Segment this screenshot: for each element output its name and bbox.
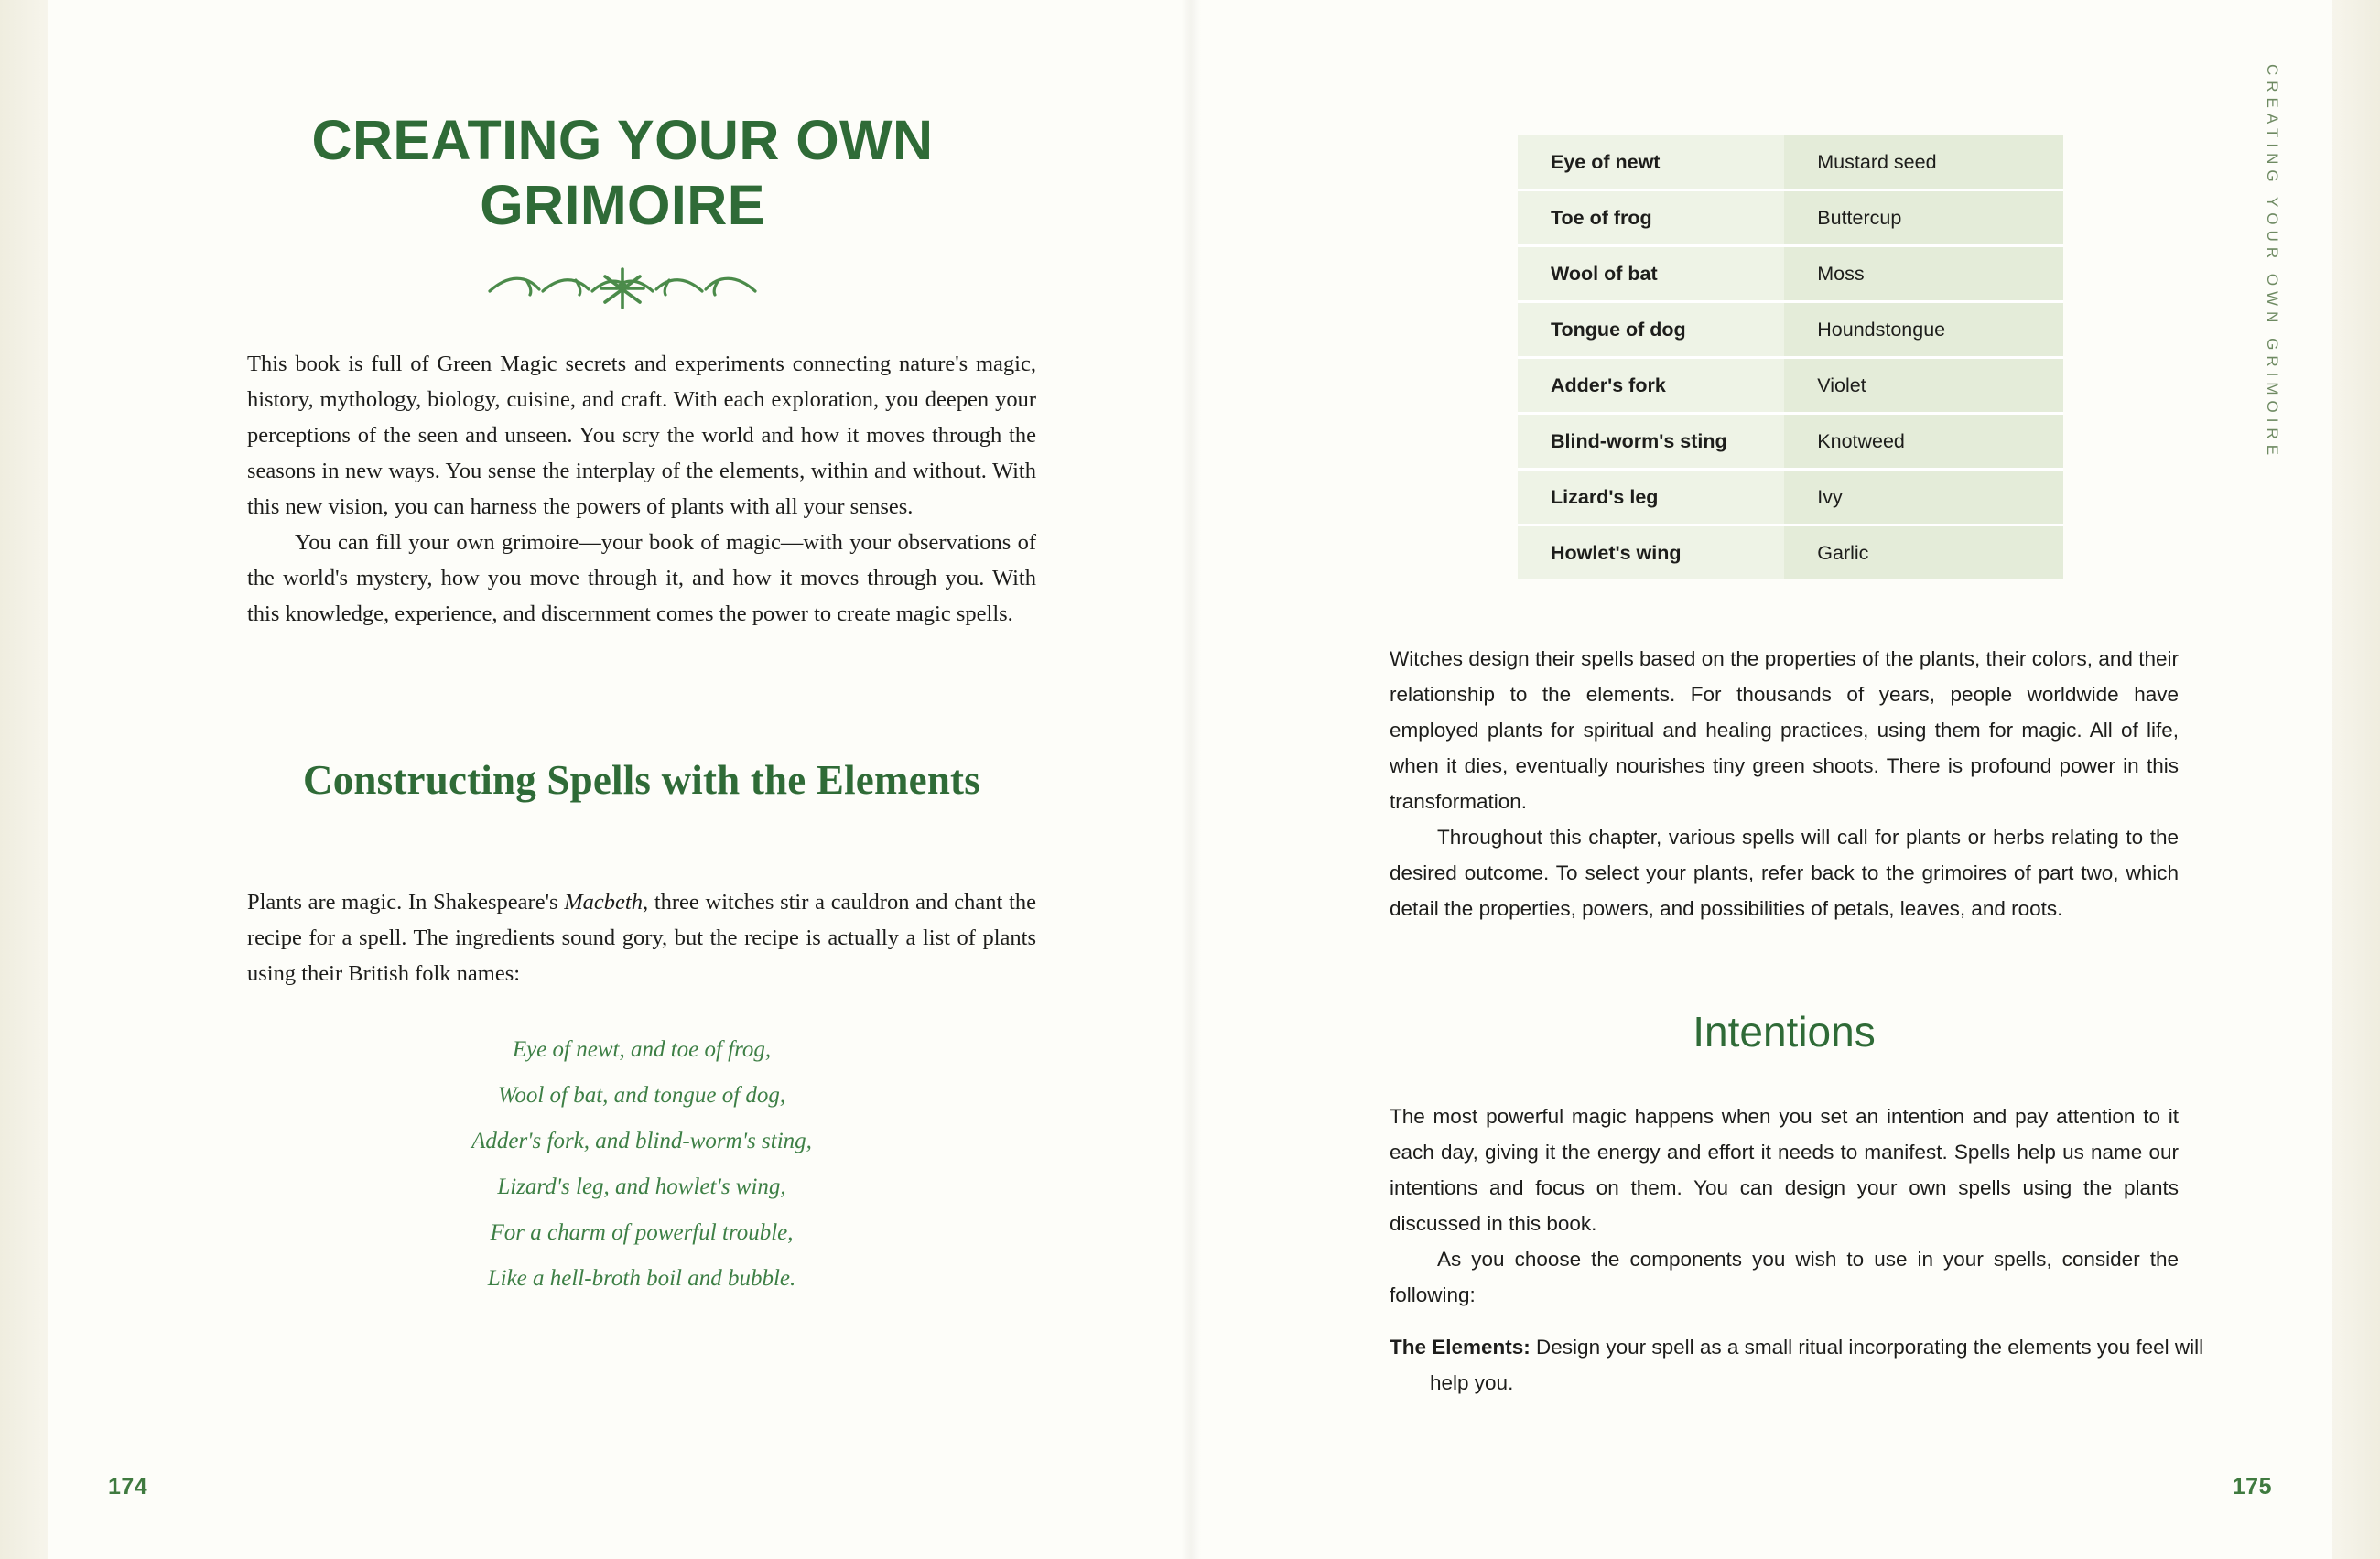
verse-line: Lizard's leg, and howlet's wing, <box>497 1175 786 1199</box>
page-number-right: 175 <box>2232 1474 2272 1499</box>
cell-plant: Houndstongue <box>1784 302 2063 358</box>
cell-plant: Violet <box>1784 358 2063 414</box>
intentions-text-block <box>1390 1099 2179 1313</box>
cell-plant: Buttercup <box>1784 190 2063 246</box>
section-heading-constructing-spells: Constructing Spells with the Elements <box>303 757 980 803</box>
table-row <box>1518 525 2063 580</box>
cell-plant: Moss <box>1784 246 2063 302</box>
running-head: CREATING YOUR OWN GRIMOIRE <box>2264 64 2281 461</box>
paragraph: This book is full of Green Magic secrets and experiments connecting nature's magic, history, mythology, biology, cuisine, and craft. With each exploration, you deepen your perceptions of the seen and unseen. You scry the world and how it moves through the seasons in new ways. You sense the interplay of the elements, within and without. With this new vision, you can harness the powers of plants with all your senses. <box>247 352 1036 519</box>
verse-line: Eye of newt, and toe of frog, <box>512 1037 772 1062</box>
paragraph: As you choose the components you wish to use in your spells, consider the following: <box>1390 1248 2179 1306</box>
page-number-left: 174 <box>108 1474 148 1499</box>
verse-line: Adder's fork, and blind-worm's sting, <box>471 1129 812 1153</box>
cell-folk-name: Eye of newt <box>1518 135 1784 190</box>
page-edge-left <box>0 0 49 1559</box>
verse-block <box>247 1027 1036 1302</box>
verse-line: Like a hell-broth boil and bubble. <box>487 1266 796 1291</box>
left-page <box>48 0 1190 1559</box>
table-row <box>1518 246 2063 302</box>
table-row <box>1518 135 2063 190</box>
paragraph: The most powerful magic happens when you set an intention and pay attention to it each day, giving it the energy and effort it needs to manifest. Spells help us name our intentions and focus on them. You can design your own spells using the plants discussed in this book. <box>1390 1105 2179 1235</box>
cell-plant: Garlic <box>1784 525 2063 580</box>
folk-name-plant-table <box>1518 135 2063 579</box>
cell-plant: Knotweed <box>1784 414 2063 470</box>
paragraph: Plants are magic. In Shakespeare's Macbeth, three witches stir a cauldron and chant the recipe for a spell. The ingredients sound gory, but the recipe is actually a list of plants using their British folk names: <box>247 890 1036 986</box>
cell-plant: Ivy <box>1784 470 2063 525</box>
right-page <box>1190 0 2332 1559</box>
leaf-flourish-icon <box>201 264 1044 318</box>
cell-folk-name: Toe of frog <box>1518 190 1784 246</box>
cell-folk-name: Adder's fork <box>1518 358 1784 414</box>
list-item <box>1390 1329 2219 1401</box>
paragraph: Throughout this chapter, various spells will call for plants or herbs relating to the desired outcome. To select your plants, refer back to the grimoires of part two, which detail the properties, powers, and possibilities of petals, leaves, and roots. <box>1390 826 2179 920</box>
section-heading-intentions: Intentions <box>1693 1008 1876 1056</box>
table-row <box>1518 470 2063 525</box>
cell-folk-name: Tongue of dog <box>1518 302 1784 358</box>
table-row <box>1518 414 2063 470</box>
right-text-block <box>1390 641 2179 926</box>
table-row <box>1518 190 2063 246</box>
cell-plant: Mustard seed <box>1784 135 2063 190</box>
list-item-term: The Elements: <box>1390 1336 1531 1359</box>
list-item-text: Design your spell as a small ritual incorporating the elements you feel will help you. <box>1430 1336 2204 1394</box>
cell-folk-name: Lizard's leg <box>1518 470 1784 525</box>
section-text-block <box>247 884 1036 991</box>
verse-line: For a charm of powerful trouble, <box>490 1220 794 1245</box>
paragraph: Witches design their spells based on the properties of the plants, their colors, and their relationship to the elements. For thousands of years, people worldwide have employed plants for spiritual and healing practices, using them for magic. All of life, when it dies, eventually nourishes tiny green shoots. There is profound power in this transformation. <box>1390 647 2179 813</box>
cell-folk-name: Wool of bat <box>1518 246 1784 302</box>
table-row <box>1518 358 2063 414</box>
page-title: CREATING YOUR OWN GRIMOIRE <box>311 109 934 236</box>
paragraph: You can fill your own grimoire—your book of magic—with your observations of the world's mystery, how you move through it, and how it moves through you. With this knowledge, experience, and discernment comes the power to create magic spells. <box>247 530 1036 626</box>
verse-line: Wool of bat, and tongue of dog, <box>497 1083 786 1108</box>
cell-folk-name: Howlet's wing <box>1518 525 1784 580</box>
table-body <box>1518 135 2063 579</box>
page-edge-right <box>2331 0 2380 1559</box>
cell-folk-name: Blind-worm's sting <box>1518 414 1784 470</box>
intro-text-block <box>247 346 1036 632</box>
table-row <box>1518 302 2063 358</box>
